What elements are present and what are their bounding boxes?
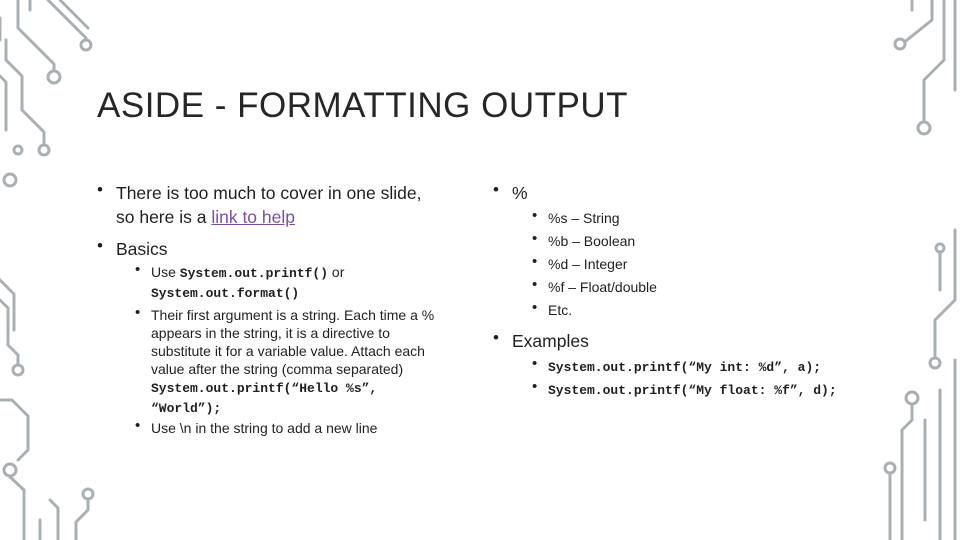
specifier-float: %f – Float/double <box>548 279 657 295</box>
bullet-dot: • <box>135 261 141 278</box>
slide-title: ASIDE - FORMATTING OUTPUT <box>97 86 629 125</box>
para-line: Their first argument is a string. Each time a % <box>151 307 435 323</box>
bullet-dot: • <box>532 253 538 270</box>
bullet-dot: • <box>532 299 538 316</box>
bullet-dot: • <box>493 180 499 199</box>
bullet-dot: • <box>97 180 103 199</box>
para-line: substitute it for a variable value. Attach each <box>151 343 425 359</box>
specifier-integer: %d – Integer <box>548 256 628 272</box>
bullet-dot: • <box>532 276 538 293</box>
bullet-basics <box>97 236 168 261</box>
world-code: “World”); <box>151 401 222 416</box>
specifier-item <box>532 299 573 319</box>
bullet-dot: • <box>135 304 141 321</box>
specifier-string: %s – String <box>548 210 620 226</box>
bullet-dot: • <box>532 355 538 372</box>
bullet-dot: • <box>135 417 141 434</box>
bullet-examples <box>493 328 589 353</box>
specifier-item <box>532 207 620 227</box>
percent-heading: % <box>512 183 528 203</box>
specifier-etc: Etc. <box>548 302 573 318</box>
bullet-dot: • <box>532 378 538 395</box>
sub-bullet-explanation <box>135 304 471 418</box>
bullet-dot: • <box>493 328 499 347</box>
hello-code: System.out.printf(“Hello %s”, <box>151 381 378 396</box>
use-or: or <box>328 264 345 280</box>
newline-note: Use \n in the string to add a new line <box>151 420 378 436</box>
bullet-dot: • <box>532 207 538 224</box>
bullet-intro <box>97 180 422 229</box>
specifier-boolean: %b – Boolean <box>548 233 636 249</box>
para-line: value after the string (comma separated) <box>151 361 404 377</box>
bullet-dot: • <box>532 230 538 247</box>
bullet-dot: • <box>97 236 103 255</box>
bullet-percent <box>493 180 528 205</box>
example-int-code: System.out.printf(“My int: %d”, a); <box>548 360 822 375</box>
para-line: appears in the string, it is a directive to <box>151 325 390 341</box>
format-code: System.out.format() <box>151 286 300 301</box>
specifier-item <box>532 276 657 296</box>
specifier-item <box>532 230 636 250</box>
basics-heading: Basics <box>116 239 168 259</box>
examples-heading: Examples <box>512 331 589 351</box>
use-prefix: Use <box>151 264 180 280</box>
help-link[interactable]: link to help <box>211 207 295 227</box>
specifier-item <box>532 253 628 273</box>
sub-bullet-use <box>135 261 345 303</box>
example-item <box>532 355 822 377</box>
example-float-code: System.out.printf(“My float: %f”, d); <box>548 383 837 398</box>
intro-line1: There is too much to cover in one slide, <box>116 183 422 203</box>
sub-bullet-newline <box>135 417 378 437</box>
printf-code: System.out.printf() <box>179 266 329 281</box>
intro-line2-prefix: so here is a <box>116 207 212 227</box>
example-item <box>532 378 837 400</box>
